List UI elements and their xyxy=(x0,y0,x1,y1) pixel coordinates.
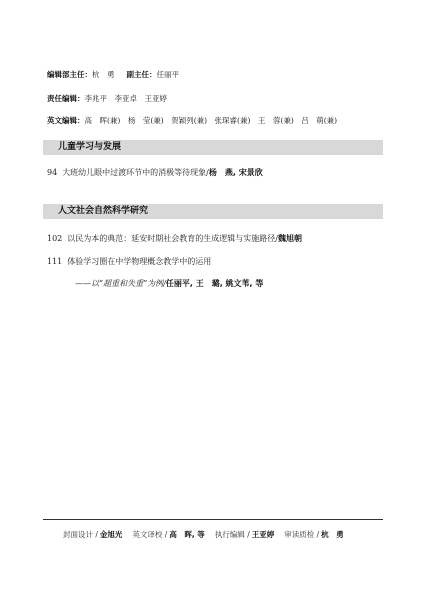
credit-name: 高 晖, 等 xyxy=(169,530,205,539)
article-subtitle: 以“超重和失重”为例/ xyxy=(91,279,166,288)
article-title: 体验学习圈在中学物理概念教学中的运用 xyxy=(67,257,212,266)
editors-label: 责任编辑： xyxy=(47,94,85,103)
toc-entry xyxy=(47,256,211,267)
credit-executive-editor xyxy=(215,530,274,540)
section-title: 人文社会自然科学研究 xyxy=(58,206,149,216)
section-title: 儿童学习与发展 xyxy=(58,142,122,152)
editorial-director-line xyxy=(47,70,179,80)
page-number: 94 xyxy=(47,168,58,177)
director-label: 编辑部主任： xyxy=(47,70,92,79)
article-authors: 杨 燕, 宋景欣 xyxy=(208,168,263,177)
section-header-child-learning xyxy=(43,140,383,155)
section-header-humanities-science xyxy=(43,204,383,219)
article-title: 大班幼儿眼中过渡环节中的消极等待现象/ xyxy=(62,168,209,177)
responsible-editors-line xyxy=(47,94,167,104)
toc-entry xyxy=(47,167,263,178)
toc-entry xyxy=(47,233,302,244)
editors-names: 李兆平 李亚卓 王亚婷 xyxy=(84,94,167,103)
credit-label: 英文译校 / xyxy=(132,530,168,539)
credit-name: 王亚婷 xyxy=(251,530,275,539)
toc-entry-subtitle xyxy=(75,278,263,289)
credit-cover-design xyxy=(63,530,122,540)
article-title: 以民为本的典范：延安时期社会教育的生成逻辑与实施路径/ xyxy=(67,234,278,243)
credit-quality-review xyxy=(284,530,343,540)
credit-label: 执行编辑 / xyxy=(214,530,250,539)
subtitle-dash: —— xyxy=(75,279,91,288)
footer-divider xyxy=(43,519,383,520)
director-name: 杭 勇 xyxy=(92,70,115,79)
credits-footer xyxy=(63,530,344,540)
page-number: 102 xyxy=(47,234,63,243)
credit-label: 封面设计 / xyxy=(63,530,98,539)
deputy-name: 任丽平 xyxy=(156,70,179,79)
english-editors-names: 高 晖(兼) 杨 莹(兼) 贺颖列(兼) 张琛睿(兼) 王 蓉(兼) 吕 萌(兼) xyxy=(84,116,338,125)
page-number: 111 xyxy=(47,257,63,266)
credit-name: 金旭光 xyxy=(99,530,123,539)
credit-name: 杭 勇 xyxy=(321,530,344,539)
article-authors: 任丽平, 王 璐, 姚文苇, 等 xyxy=(165,279,264,288)
english-editors-line xyxy=(47,116,337,126)
credit-label: 审读质检 / xyxy=(284,530,320,539)
article-authors: 魏旭朝 xyxy=(277,234,302,243)
deputy-label: 副主任： xyxy=(126,70,157,79)
credit-english-proofreading xyxy=(132,530,204,540)
english-editors-label: 英文编辑： xyxy=(47,116,85,125)
